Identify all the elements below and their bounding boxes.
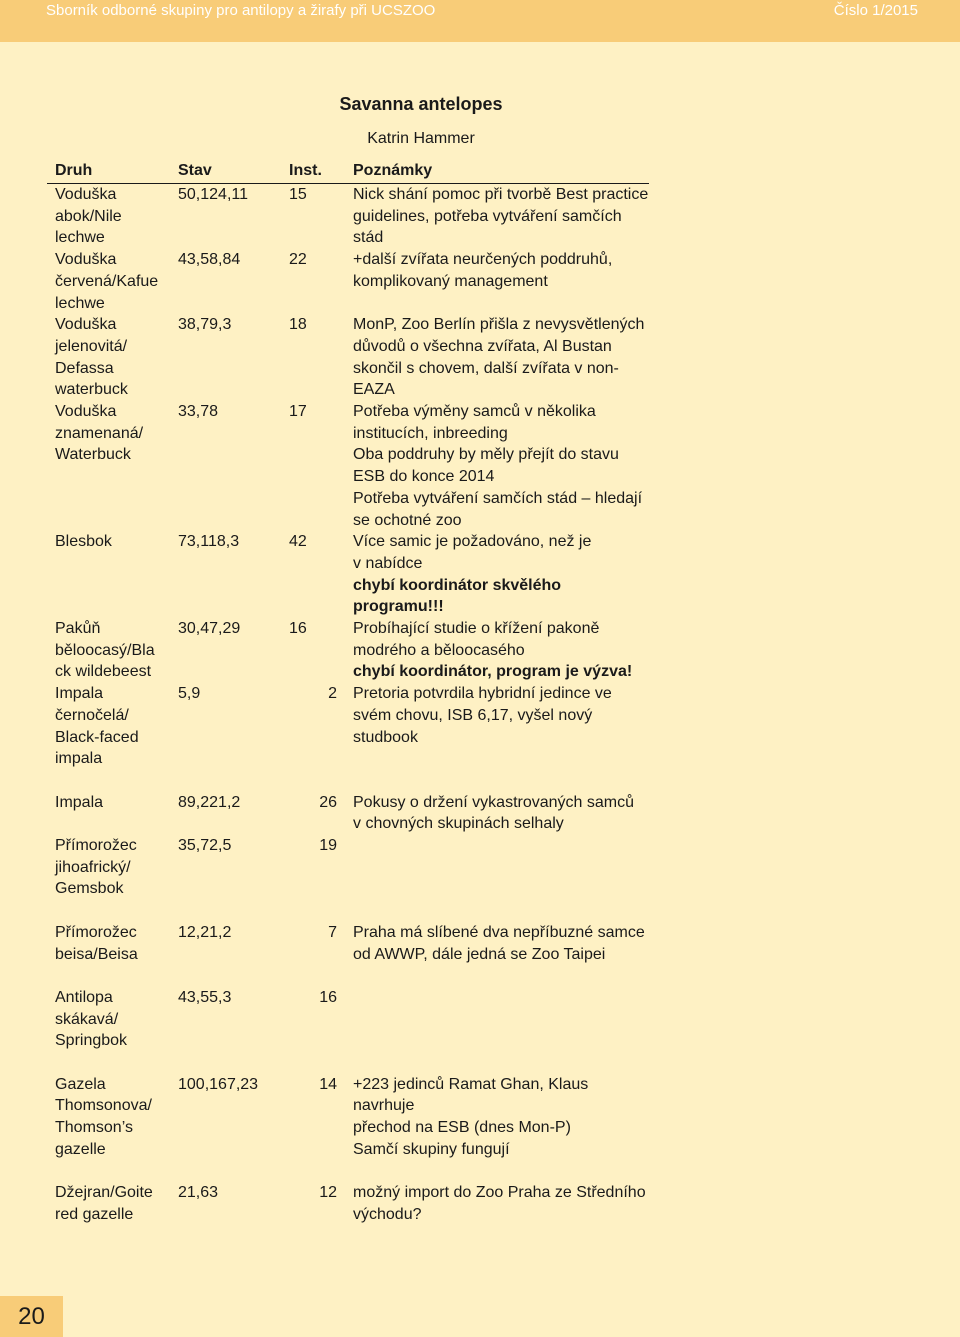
note-line: Praha má slíbené dva nepříbuzné samce — [353, 923, 645, 941]
row-spacer — [47, 900, 649, 922]
species-name-line: skákavá/ — [55, 1010, 119, 1028]
notes — [343, 1074, 649, 1161]
species-name-line: Přímorožec — [55, 837, 137, 855]
species-name-line: Defassa — [55, 359, 114, 377]
institution-count: 2 — [328, 685, 337, 703]
notes — [343, 1182, 649, 1225]
species-name — [47, 618, 170, 683]
note-line: Potřeba výměny samců v několika — [353, 403, 596, 421]
species-name-line: červená/Kafue — [55, 272, 159, 290]
species-name-line: znamenaná/ — [55, 424, 144, 442]
species-name-line: Pakůň — [55, 620, 101, 638]
species-name-line: lechwe — [55, 294, 105, 312]
population-status: 100,167,23 — [178, 1075, 259, 1093]
species-name-line: černočelá/ — [55, 706, 129, 724]
note-line: Nick shání pomoc při tvorbě Best practice — [353, 186, 649, 203]
species-name-line: Voduška — [55, 403, 117, 421]
table-body — [47, 184, 649, 1226]
note-line: se ochotné zoo — [353, 511, 462, 529]
species-name-line: Antilopa — [55, 988, 113, 1006]
note-line: chybí koordinátor skvělého programu!!! — [353, 576, 562, 616]
species-name-line: ck wildebeest — [55, 663, 152, 681]
notes — [343, 531, 649, 618]
species-name-line: Thomson’s — [55, 1119, 133, 1137]
running-header — [0, 0, 960, 42]
note-line: Probíhající studie o křížení pakoně — [353, 620, 600, 638]
species-name-line: Voduška — [55, 251, 117, 269]
note-line: od AWWP, dále jedná se Zoo Taipei — [353, 945, 606, 963]
table-row — [47, 922, 649, 965]
issue-number: Číslo 1/2015 — [833, 2, 918, 19]
table-row — [47, 184, 649, 249]
institution-count: 19 — [319, 837, 337, 855]
column-header-inst: Inst. — [289, 162, 322, 179]
institution-count: 17 — [289, 403, 307, 421]
column-header-stav: Stav — [178, 162, 212, 179]
row-spacer — [47, 1052, 649, 1074]
note-line: východu? — [353, 1205, 422, 1223]
note-line: přechod na ESB (dnes Mon-P) — [353, 1119, 571, 1137]
table-row — [47, 401, 649, 531]
table-row — [47, 1074, 649, 1161]
notes — [343, 249, 649, 314]
notes — [343, 618, 649, 683]
species-name — [47, 792, 170, 835]
institution-count: 7 — [328, 923, 337, 941]
notes — [343, 184, 649, 249]
species-name — [47, 531, 170, 618]
population-status: 33,78 — [178, 403, 219, 421]
species-name-line: Přímorožec — [55, 923, 137, 941]
note-line: guidelines, potřeba vytváření samčích — [353, 207, 622, 225]
institution-count: 16 — [289, 620, 307, 638]
institution-count: 16 — [319, 988, 337, 1006]
note-line: +další zvířata neurčených poddruhů, — [353, 251, 613, 269]
column-header-druh: Druh — [55, 162, 93, 179]
notes — [343, 314, 649, 401]
species-name — [47, 1182, 170, 1225]
table-row — [47, 531, 649, 618]
note-line: Více samic je požadováno, než je — [353, 533, 592, 551]
table-header — [47, 160, 649, 184]
note-line: v nabídce — [353, 554, 423, 572]
population-status: 43,58,84 — [178, 251, 241, 269]
note-line: komplikovaný management — [353, 272, 548, 290]
species-name-line: Voduška — [55, 316, 117, 334]
note-line: stád — [353, 229, 384, 247]
species-name — [47, 922, 170, 965]
table-row — [47, 314, 649, 401]
note-line: Pokusy o držení vykastrovaných samců — [353, 793, 635, 811]
population-status: 50,124,11 — [178, 186, 248, 203]
note-line: chybí koordinátor, program je výzva! — [353, 663, 633, 681]
species-name-line: beisa/Beisa — [55, 945, 138, 963]
notes — [343, 401, 649, 531]
population-status: 21,63 — [178, 1184, 219, 1202]
notes — [343, 683, 649, 770]
species-name — [47, 184, 170, 249]
species-name-line: Thomsonova/ — [55, 1097, 152, 1115]
institution-count: 22 — [289, 251, 307, 269]
species-name-line: Waterbuck — [55, 446, 131, 464]
population-status: 30,47,29 — [178, 620, 241, 638]
institution-count: 18 — [289, 316, 307, 334]
population-status: 43,55,3 — [178, 988, 232, 1006]
note-line: Potřeba vytváření samčích stád – hledají — [353, 489, 643, 507]
table-row — [47, 249, 649, 314]
note-line: v chovných skupinách selhaly — [353, 815, 564, 833]
species-name — [47, 249, 170, 314]
species-name-line: impala — [55, 750, 103, 768]
table-row — [47, 1182, 649, 1225]
species-name-line: Impala — [55, 793, 104, 811]
journal-title: Sborník odborné skupiny pro antilopy a žirafy při UCSZOO — [46, 2, 436, 19]
species-name-line: Gemsbok — [55, 880, 124, 898]
species-name — [47, 314, 170, 401]
species-name — [47, 835, 170, 900]
notes — [343, 792, 649, 835]
species-name — [47, 1074, 170, 1161]
row-spacer — [47, 965, 649, 987]
species-name-line: Gazela — [55, 1075, 106, 1093]
row-spacer — [47, 1161, 649, 1183]
table-row — [47, 987, 649, 1052]
population-status: 89,221,2 — [178, 793, 241, 811]
institution-count: 15 — [289, 186, 307, 203]
population-status: 35,72,5 — [178, 837, 232, 855]
note-line: Oba poddruhy by měly přejít do stavu — [353, 446, 619, 464]
species-name-line: Black-faced — [55, 728, 139, 746]
table-row — [47, 683, 649, 770]
species-name-line: jihoafrický/ — [55, 858, 131, 876]
species-name — [47, 401, 170, 531]
column-header-poznamky: Poznámky — [353, 162, 433, 179]
species-name-line: Voduška — [55, 186, 117, 203]
species-name-line: abok/Nile — [55, 207, 122, 225]
note-line: MonP, Zoo Berlín přišla z nevysvětlených — [353, 316, 645, 334]
species-name-line: Džejran/Goite — [55, 1184, 153, 1202]
species-name-line: red gazelle — [55, 1205, 134, 1223]
note-line: Pretoria potvrdila hybridní jedince ve — [353, 685, 612, 703]
note-line: institucích, inbreeding — [353, 424, 508, 442]
species-name-line: Blesbok — [55, 533, 112, 551]
notes — [343, 922, 649, 965]
species-name — [47, 987, 170, 1052]
table-row — [47, 618, 649, 683]
note-line: důvodů o všechna zvířata, Al Bustan — [353, 337, 612, 355]
page-number: 20 — [0, 1296, 63, 1337]
species-name — [47, 683, 170, 770]
population-status: 38,79,3 — [178, 316, 232, 334]
population-status: 12,21,2 — [178, 923, 232, 941]
article-title: Savanna antelopes — [339, 94, 503, 114]
species-name-line: gazelle — [55, 1140, 106, 1158]
note-line: modrého a běloocasého — [353, 641, 525, 659]
institution-count: 26 — [319, 793, 337, 811]
note-line: možný import do Zoo Praha ze Středního — [353, 1184, 646, 1202]
row-spacer — [47, 770, 649, 792]
article-author: Katrin Hammer — [367, 130, 475, 147]
note-line: svém chovu, ISB 6,17, vyšel nový — [353, 706, 593, 724]
species-name-line: jelenovitá/ — [55, 337, 128, 355]
species-name-line: lechwe — [55, 229, 105, 247]
notes — [343, 987, 649, 1052]
note-line: skončil s chovem, další zvířata v non-EAZA — [353, 359, 619, 399]
species-name-line: Springbok — [55, 1032, 128, 1050]
species-table — [47, 160, 649, 1226]
note-line: Samčí skupiny fungují — [353, 1140, 510, 1158]
note-line: studbook — [353, 728, 418, 746]
population-status: 5,9 — [178, 685, 201, 703]
institution-count: 14 — [319, 1075, 337, 1093]
institution-count: 12 — [319, 1184, 337, 1202]
species-name-line: Impala — [55, 685, 104, 703]
population-status: 73,118,3 — [178, 533, 240, 551]
table-row — [47, 835, 649, 900]
species-name-line: waterbuck — [55, 381, 128, 399]
table-row — [47, 792, 649, 835]
institution-count: 42 — [289, 533, 307, 551]
notes — [343, 835, 649, 900]
note-line: ESB do konce 2014 — [353, 468, 495, 486]
note-line: +223 jedinců Ramat Ghan, Klaus navrhuje — [353, 1075, 589, 1115]
species-name-line: běloocasý/Bla — [55, 641, 155, 659]
